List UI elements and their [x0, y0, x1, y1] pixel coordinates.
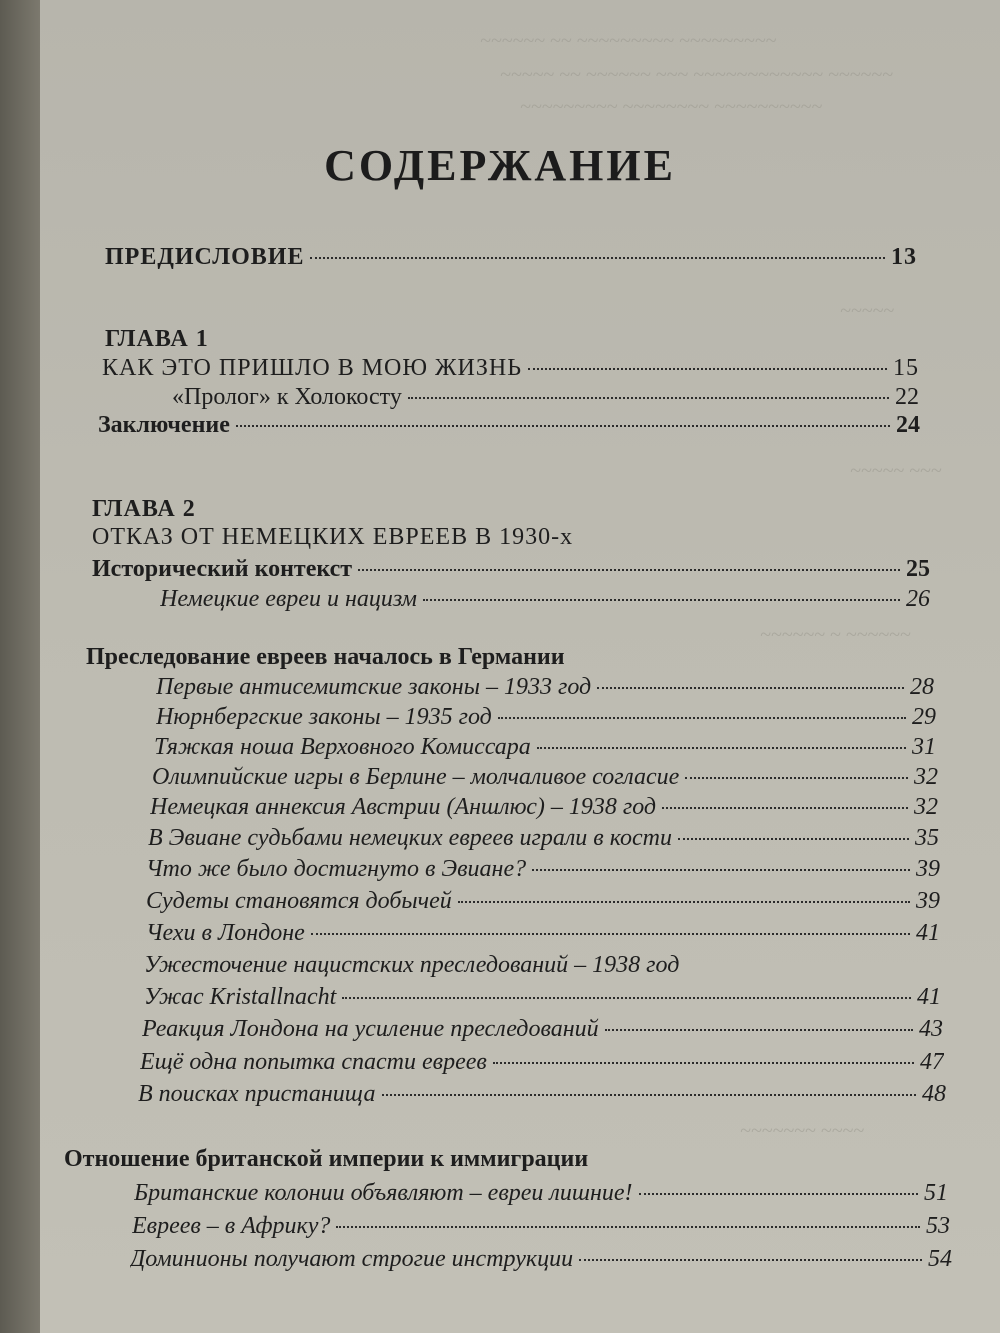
bleed-through-text: ~~~~~~~~~ ~~~~~~~~ ~~~~~~~~~~ — [520, 96, 823, 118]
toc-entry-label: Тяжкая ноша Верховного Комиссара — [154, 734, 531, 760]
toc-entry-nazi-persecution-1938[interactable]: Ужесточение нацистских преследований – 1938 год — [144, 952, 680, 978]
page-number: 47 — [920, 1049, 944, 1075]
page-number: 51 — [924, 1180, 948, 1206]
dot-leader — [498, 717, 906, 719]
toc-entry-label: Что же было достигнуто в Эвиане? — [146, 856, 527, 882]
dot-leader — [597, 687, 904, 689]
chapter-1-heading: ГЛАВА 1 — [105, 326, 209, 352]
dot-leader — [493, 1062, 914, 1064]
page-number: 54 — [928, 1246, 952, 1272]
dot-leader — [382, 1094, 917, 1096]
dot-leader — [458, 901, 910, 903]
page-number: 28 — [910, 674, 934, 700]
toc-entry-label: Заключение — [98, 412, 230, 438]
toc-entry-chapter-1-title[interactable] — [102, 355, 919, 382]
page-number: 43 — [919, 1016, 943, 1042]
page-number: 26 — [906, 586, 930, 612]
dot-leader — [236, 425, 890, 427]
toc-entry-dominions-instructions[interactable] — [130, 1246, 952, 1273]
toc-entry-label: Британские колонии объявляют – евреи лишние! — [134, 1180, 633, 1206]
dot-leader — [336, 1226, 920, 1228]
toc-entry-label: Чехи в Лондоне — [146, 920, 305, 946]
page-number: 25 — [906, 556, 930, 582]
page-number: 31 — [912, 734, 936, 760]
toc-entry-british-colonies[interactable] — [134, 1180, 948, 1207]
toc-entry-evian-achieved[interactable] — [146, 856, 940, 883]
toc-entry-prologue[interactable] — [172, 384, 919, 411]
bleed-through-text: ~~~~~~ ~ ~~~~~~ — [760, 624, 911, 646]
toc-entry-czechs-london[interactable] — [146, 920, 940, 947]
bleed-through-text: ~~~~~ — [840, 300, 895, 322]
dot-leader — [358, 569, 900, 571]
toc-entry-label: Олимпийские игры в Берлине – молчаливое согласие — [152, 764, 680, 790]
toc-title: СОДЕРЖАНИЕ — [324, 141, 676, 190]
page-number: 39 — [916, 856, 940, 882]
bleed-through-text: ~~~~~~ ~~ ~~~~~~~~~ ~~~~~~~~~ — [480, 30, 777, 52]
toc-entry-label: Доминионы получают строгие инструкции — [130, 1246, 574, 1272]
toc-entry-label: Евреев – в Африку? — [132, 1213, 331, 1239]
bleed-through-text: ~~~~~ ~~~ — [850, 460, 942, 482]
toc-entry-label: В Эвиане судьбами немецких евреев играли в кости — [148, 825, 673, 851]
page-number: 53 — [926, 1213, 950, 1239]
toc-entry-label: Ещё одна попытка спасти евреев — [140, 1049, 487, 1075]
page-number: 32 — [914, 764, 938, 790]
dot-leader — [662, 807, 908, 809]
dot-leader — [537, 747, 906, 749]
toc-entry-evian-dice[interactable] — [148, 825, 939, 852]
bleed-through-text: ~~~~~ ~~ ~~~~~~ ~~~ ~~~~~~~~~~~~ ~~~~~~ — [500, 64, 893, 86]
dot-leader — [579, 1259, 922, 1261]
dot-leader — [310, 257, 885, 259]
page-number: 13 — [891, 244, 917, 270]
dot-leader — [528, 368, 887, 370]
toc-entry-sudetenland[interactable] — [146, 888, 940, 915]
section-heading-persecution: Преследование евреев началось в Германии — [86, 644, 565, 670]
toc-entry-conclusion[interactable] — [98, 412, 920, 439]
page-number: 39 — [916, 888, 940, 914]
toc-entry-search-refuge[interactable] — [138, 1081, 946, 1108]
dot-leader — [685, 777, 908, 779]
toc-entry-label: Ужас Kristallnacht — [144, 984, 337, 1010]
dot-leader — [605, 1029, 913, 1031]
page-number: 29 — [912, 704, 936, 730]
page-number: 32 — [914, 794, 938, 820]
toc-entry-preface[interactable] — [105, 244, 917, 271]
dot-leader — [408, 397, 889, 399]
chapter-2-heading: ГЛАВА 2 — [92, 496, 196, 522]
toc-entry-label: КАК ЭТО ПРИШЛО В МОЮ ЖИЗНЬ — [102, 355, 523, 381]
toc-entry-first-antisemitic-laws[interactable] — [156, 674, 934, 701]
toc-entry-label: Исторический контекст — [92, 556, 353, 582]
toc-entry-label: Судеты становятся добычей — [146, 888, 452, 914]
toc-entry-label: «Пролог» к Холокосту — [172, 384, 402, 410]
toc-entry-label: Первые антисемитские законы – 1933 год — [156, 674, 592, 700]
toc-entry-berlin-olympics[interactable] — [152, 764, 938, 791]
page-number: 15 — [893, 355, 919, 381]
toc-entry-kristallnacht[interactable] — [144, 984, 941, 1011]
dot-leader — [423, 599, 900, 601]
toc-entry-london-reaction[interactable] — [142, 1016, 943, 1043]
toc-entry-label: Реакция Лондона на усиление преследований — [142, 1016, 599, 1042]
toc-entry-label: Нюрнбергские законы – 1935 год — [156, 704, 492, 730]
dot-leader — [678, 838, 909, 840]
toc-entry-label: ПРЕДИСЛОВИЕ — [105, 244, 305, 270]
page-number: 24 — [896, 412, 920, 438]
dot-leader — [532, 869, 910, 871]
toc-entry-high-commissioner[interactable] — [154, 734, 936, 761]
toc-entry-label: Немецкие евреи и нацизм — [160, 586, 417, 612]
dot-leader — [311, 933, 910, 935]
section-heading-british-empire: Отношение британской империи к иммиграции — [64, 1146, 589, 1172]
toc-entry-anschluss[interactable] — [150, 794, 938, 821]
bleed-through-text: ~~~~~~~ ~~~~ — [740, 1120, 865, 1142]
page-number: 41 — [917, 984, 941, 1010]
page-number: 35 — [915, 825, 939, 851]
toc-entry-label: В поисках пристанища — [138, 1081, 376, 1107]
toc-entry-nuremberg-laws[interactable] — [156, 704, 936, 731]
toc-entry-jews-to-africa[interactable] — [132, 1213, 950, 1240]
toc-entry-historical-context[interactable] — [92, 556, 930, 583]
chapter-2-title: ОТКАЗ ОТ НЕМЕЦКИХ ЕВРЕЕВ В 1930-х — [92, 524, 574, 550]
toc-entry-german-jews-nazism[interactable] — [160, 586, 930, 613]
page-number: 22 — [895, 384, 919, 410]
dot-leader — [342, 997, 911, 999]
toc-entry-another-attempt[interactable] — [140, 1049, 944, 1076]
toc-entry-label: Немецкая аннексия Австрии (Аншлюс) – 1938 год — [150, 794, 657, 820]
page-number: 41 — [916, 920, 940, 946]
page-number: 48 — [922, 1081, 946, 1107]
dot-leader — [639, 1193, 918, 1195]
